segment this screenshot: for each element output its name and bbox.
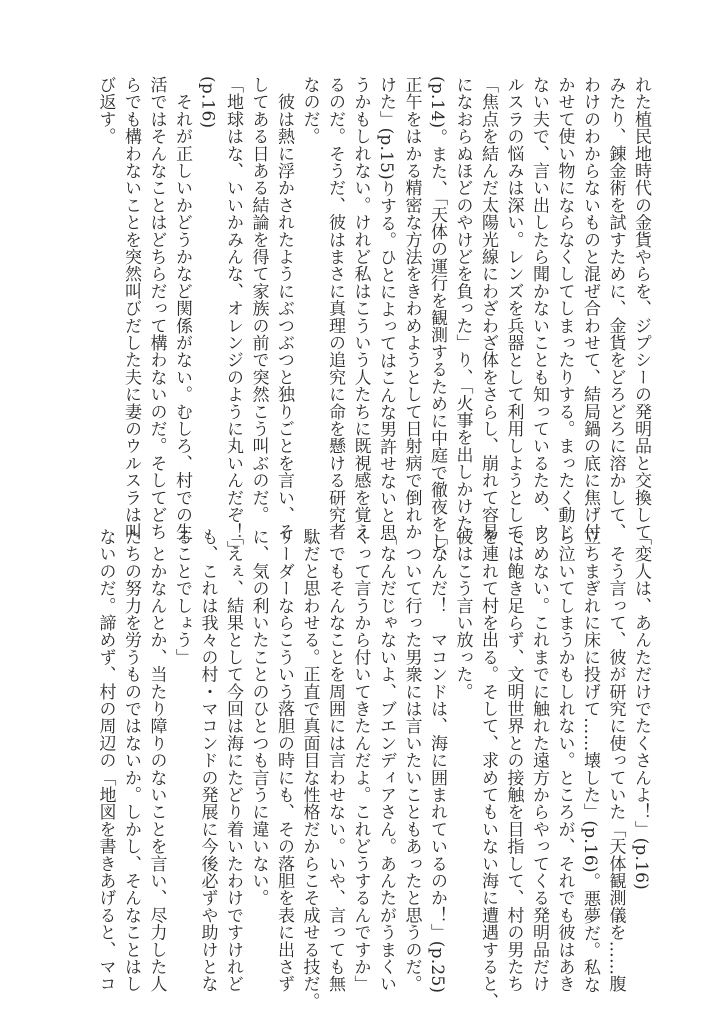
text-column: そう言って、彼が研究に使っていた「天体観測儀を……腹 xyxy=(605,528,626,993)
text-column: 「なんだ！ マコンドは、海に囲まれているのか！」(p.25) xyxy=(427,528,447,994)
text-column: けた」(p.15)りする。ひとによってはこんな男許せないと思 xyxy=(376,76,396,542)
text-column: 彼はこう言い放った。 xyxy=(452,528,473,700)
text-column: 活ではそんなことはどちらだって構わないのだ。そしてどち xyxy=(146,76,167,541)
text-column: (p.16) xyxy=(197,76,218,129)
text-column: ルスラの悩みは深い。レンズを兵器として利用しようとして、 xyxy=(503,76,524,558)
text-column: ついて行った男衆には言いたいこともあったと思うのだ。 xyxy=(401,528,422,993)
text-block-upper xyxy=(93,76,653,568)
text-column: 「地球はな、いいかみんな、オレンジのように丸いんだぞ！」 xyxy=(223,76,243,558)
text-column: 駄だと思わせる。正直で真面目な性格だからこそ成せる技だ。 xyxy=(299,528,320,1010)
text-column: れた植民地時代の金貨やらを、ジプシーの発明品と交換して xyxy=(631,76,651,541)
text-column: ることでしょう」 xyxy=(172,528,192,666)
text-column: らめない。これまでに触れた遠方からやってくる発明品だけ xyxy=(529,528,549,993)
text-column: ない夫で、言い出したら聞かないことも知っているため、ウ xyxy=(529,76,549,541)
text-column: とかなんとか、当たり障りのないことを言い、尽力した人 xyxy=(146,528,167,993)
text-column: 立ちまぎれに床に投げて……壊した」(p.16)。悪夢だ。私な xyxy=(580,528,600,994)
text-column: ら泣いてしまうかもしれない。ところが、それでも彼はあき xyxy=(554,528,575,993)
text-column: ないのだ。諦めず、村の周辺の「地図を書きあげると、マコ xyxy=(95,528,116,993)
text-column: それが正しいかどうかなど関係がない。むしろ、村での生 xyxy=(172,76,192,541)
text-column: 「なんだじゃないよ、ブエンディアさん。あんたがうまくい xyxy=(376,528,396,993)
text-column: してある日ある結論を得て家族の前で突然こう叫ぶのだ。 xyxy=(248,76,269,524)
text-column: でもそんなことを周囲には言わせない。いや、言っても無 xyxy=(325,528,345,993)
text-column: くって言うから付いてきたんだよ。これどうするんですか」 xyxy=(350,528,371,993)
text-column: 「変人は、あんただけでたくさんよ！」(p.16) xyxy=(631,528,651,890)
text-column: らでも構わないことを突然叫びだした夫に妻のウルスラは叫 xyxy=(121,76,141,541)
text-block-lower xyxy=(93,528,653,1010)
text-column: なのだ。 xyxy=(299,76,320,145)
text-column: を連れて村を出る。そして、求めてもいない海に遭遇すると、 xyxy=(478,528,498,1010)
text-column: (p.14)。また、「天体の運行を観測するために中庭で徹夜をし、 xyxy=(427,76,447,568)
text-column: に、気の利いたことのひとつも言うに違いない。 xyxy=(248,528,269,907)
text-column: 「えぇ、結果として今回は海にたどり着いたわけですけれど xyxy=(223,528,243,993)
text-column: リーダーならこういう落胆の時にも、その落胆を表に出さず xyxy=(274,528,294,993)
text-column: わけのわからないものと混ぜ合わせて、結局鍋の底に焦げ付 xyxy=(580,76,600,541)
text-column: 彼は熱に浮かされたようにぶつぶつと独りごとを言い、そ xyxy=(274,76,294,541)
text-column: るのだ。そうだ、彼はまさに真理の追究に命を懸ける研究者 xyxy=(325,76,345,541)
text-column: たちの努力を労うものではないか。しかし、そんなことはし xyxy=(121,528,141,993)
text-column: になおらぬほどのやけどを負った」り、「火事を出しかけた」 xyxy=(452,76,473,550)
text-column: 「焦点を結んだ太陽光線にわざわざ体をさらし、崩れて容易 xyxy=(478,76,498,541)
text-column: も、これは我々の村・マコンドの発展に今後必ずや助けとな xyxy=(197,528,218,993)
text-column: び返す。 xyxy=(95,76,116,145)
text-column: 正午をはかる精密な方法をきわめようとして日射病で倒れか xyxy=(401,76,422,541)
text-column: うかもしれない。けれど私はこういう人たちに既視感を覚え xyxy=(350,76,371,541)
text-column: では飽き足らず、文明世界との接触を目指して、村の男たち xyxy=(503,528,524,993)
text-column: みたり、錬金術を試すために、金貨をどろどろに溶かして、 xyxy=(605,76,626,541)
text-column: かせて使い物にならなくしてしまったりする。まったく動じ xyxy=(554,76,575,541)
